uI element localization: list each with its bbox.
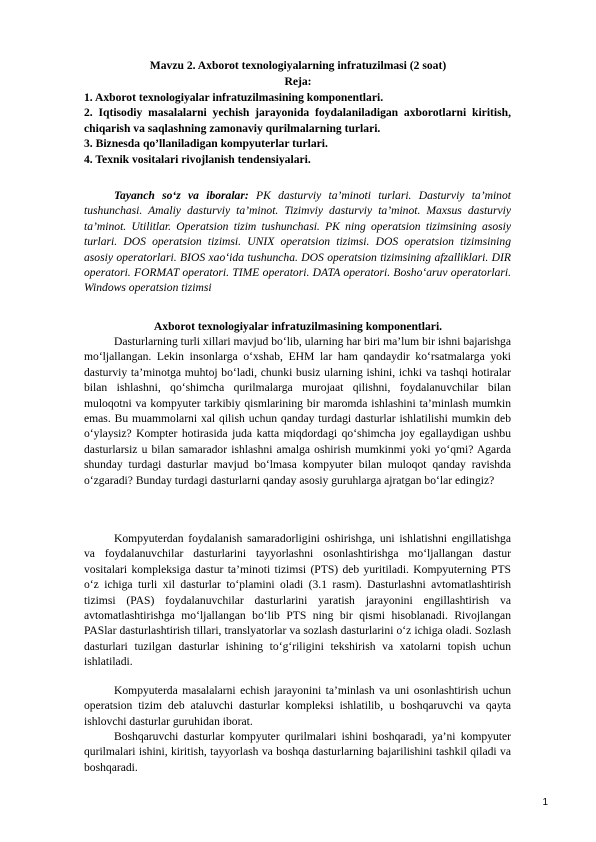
body-paragraph-2: Kompyuterdan foydalanish samaradorligini oshirishga, uni ishlatishni engillatishga va foydalanuvchilar dasturlarini tayyorlashni osonlashtirishga mo‘ljallangan dastur vositalari kompleksiga dastur ta’minoti tizimsi (PTS) deb yuritiladi. Kompyuterning PTS o‘z ichiga turli xil dasturlar to‘plamini oladi (3.1 rasm). Dasturlashni avtomatlashtirish tizimsi (PAS) foydalanuvchilar dasturlarini yaratish jarayonini engillashtirish va avtomatlashtirishga mo‘ljallangan bo‘lib PTS ning bir qismi hisoblanadi. Rivojlangan PASlar dasturlashtirish tillari, translyatorlar va sozlash dasturlarini o‘z ichiga oladi. Sozlash dasturlari tuzilgan dasturlar ishining to‘g‘riligini tekshirish va xatolarni topish uchun ishlatiladi.	[84, 532, 511, 669]
keywords-label: Tayanch so‘z va iboralar:	[114, 189, 249, 202]
plan-heading: Reja:	[284, 75, 312, 88]
plan-list	[84, 90, 511, 167]
page-title: Mavzu 2. Axborot texnologiyalarning infratuzilmasi (2 soat)	[149, 59, 447, 72]
body-paragraph-4: Boshqaruvchi dasturlar kompyuter qurilmalari ishini boshqaradi, ya’ni kompyuter qurilmalari ishini, kiritish, tayyorlash va boshqa dasturlarning bajarilishini tashkil qiladi va boshqaradi.	[84, 730, 511, 774]
keywords-text: PK dasturviy ta’minoti turlari. Dasturviy ta’minot tushunchasi. Amaliy dasturviy ta’minot. Tizimviy dasturviy ta’minot. Maxsus dasturviy ta’minot. Utilitlar. Operatsion tizim tushunchasi. PK ning operatsion tizimsining asosiy turlari. DOS operatsion tizimsi. UNIX operatsion tizimsi. DOS operatsion tizimsining asosiy operatorlari. BIOS xao‘ida tushuncha. DOS operatsion tizimsining afzalliklari. DIR operatori. FORMAT operatori. TIME operatori. DATA operatori. Bosho‘aruv operatorlari. Windows operatsion tizimsi	[84, 189, 511, 295]
body-paragraph-1: Dasturlarning turli xillari mavjud bo‘lib, ularning har biri ma’lum bir ishni bajarishga mo‘ljallangan. Lekin insonlarga o‘xshab, EHM lar ham qandaydir ko‘rsatmalarga yoki dasturviy ta’minotga muhtoj bo‘ladi, chunki busiz ularning ishini, ichki va tashqi hotiralar bilan ishlashni, qo‘shimcha qurilmalarga murojaat qilishni, foydalanuvchilar bilan muloqotni va kompyuter tarkibiy qismlarining bir maromda ishlashini ta’minlash mumkin emas. Bu muammolarni xal qilish uchun qanday turdagi dasturlar ishlatilishi mumkin deb o‘ylaysiz? Kompter hotirasida juda katta miqdordagi qo‘shimcha joy egallaydigan ushbu dasturlarsiz u bilan samarador ishlashni amalga oshirish mumkinmi yoki yo‘qmi? Agarda shunday turdagi dasturlar mavjud bo‘lmasa kompyuter bilan muloqot qanday ravishda o‘zgaradi? Bunday turdagi dasturlarni qanday asosiy guruhlarga ajratgan bo‘lar edingiz?	[84, 335, 511, 487]
plan-item-2: 2. Iqtisodiy masalalarni yechish jarayonida foydalaniladigan axborotlarni kiritish, chiqarish va saqlashning zamonaviy qurilmalarning turlari.	[84, 106, 511, 135]
body-paragraph-3: Kompyuterda masalalarni echish jarayonini ta’minlash va uni osonlashtirish uchun operatsion tizim deb ataluvchi dasturlar kompleksi ishlatilib, u boshqaruvchi va qayta ishlovchi dasturlar guruhidan iborat.	[84, 684, 511, 728]
section-heading: Axborot texnologiyalar infratuzilmasining komponentlari.	[153, 320, 443, 333]
plan-item-1: 1. Axborot texnologiyalar infratuzilmasining komponentlari.	[84, 91, 384, 104]
plan-item-4: 4. Texnik vositalari rivojlanish tendensiyalari.	[84, 152, 311, 166]
plan-item-3: 3. Biznesda qo’llaniladigan kompyuterlar turlari.	[84, 137, 328, 151]
keywords-paragraph	[84, 188, 511, 296]
page-number: 1	[542, 797, 548, 808]
